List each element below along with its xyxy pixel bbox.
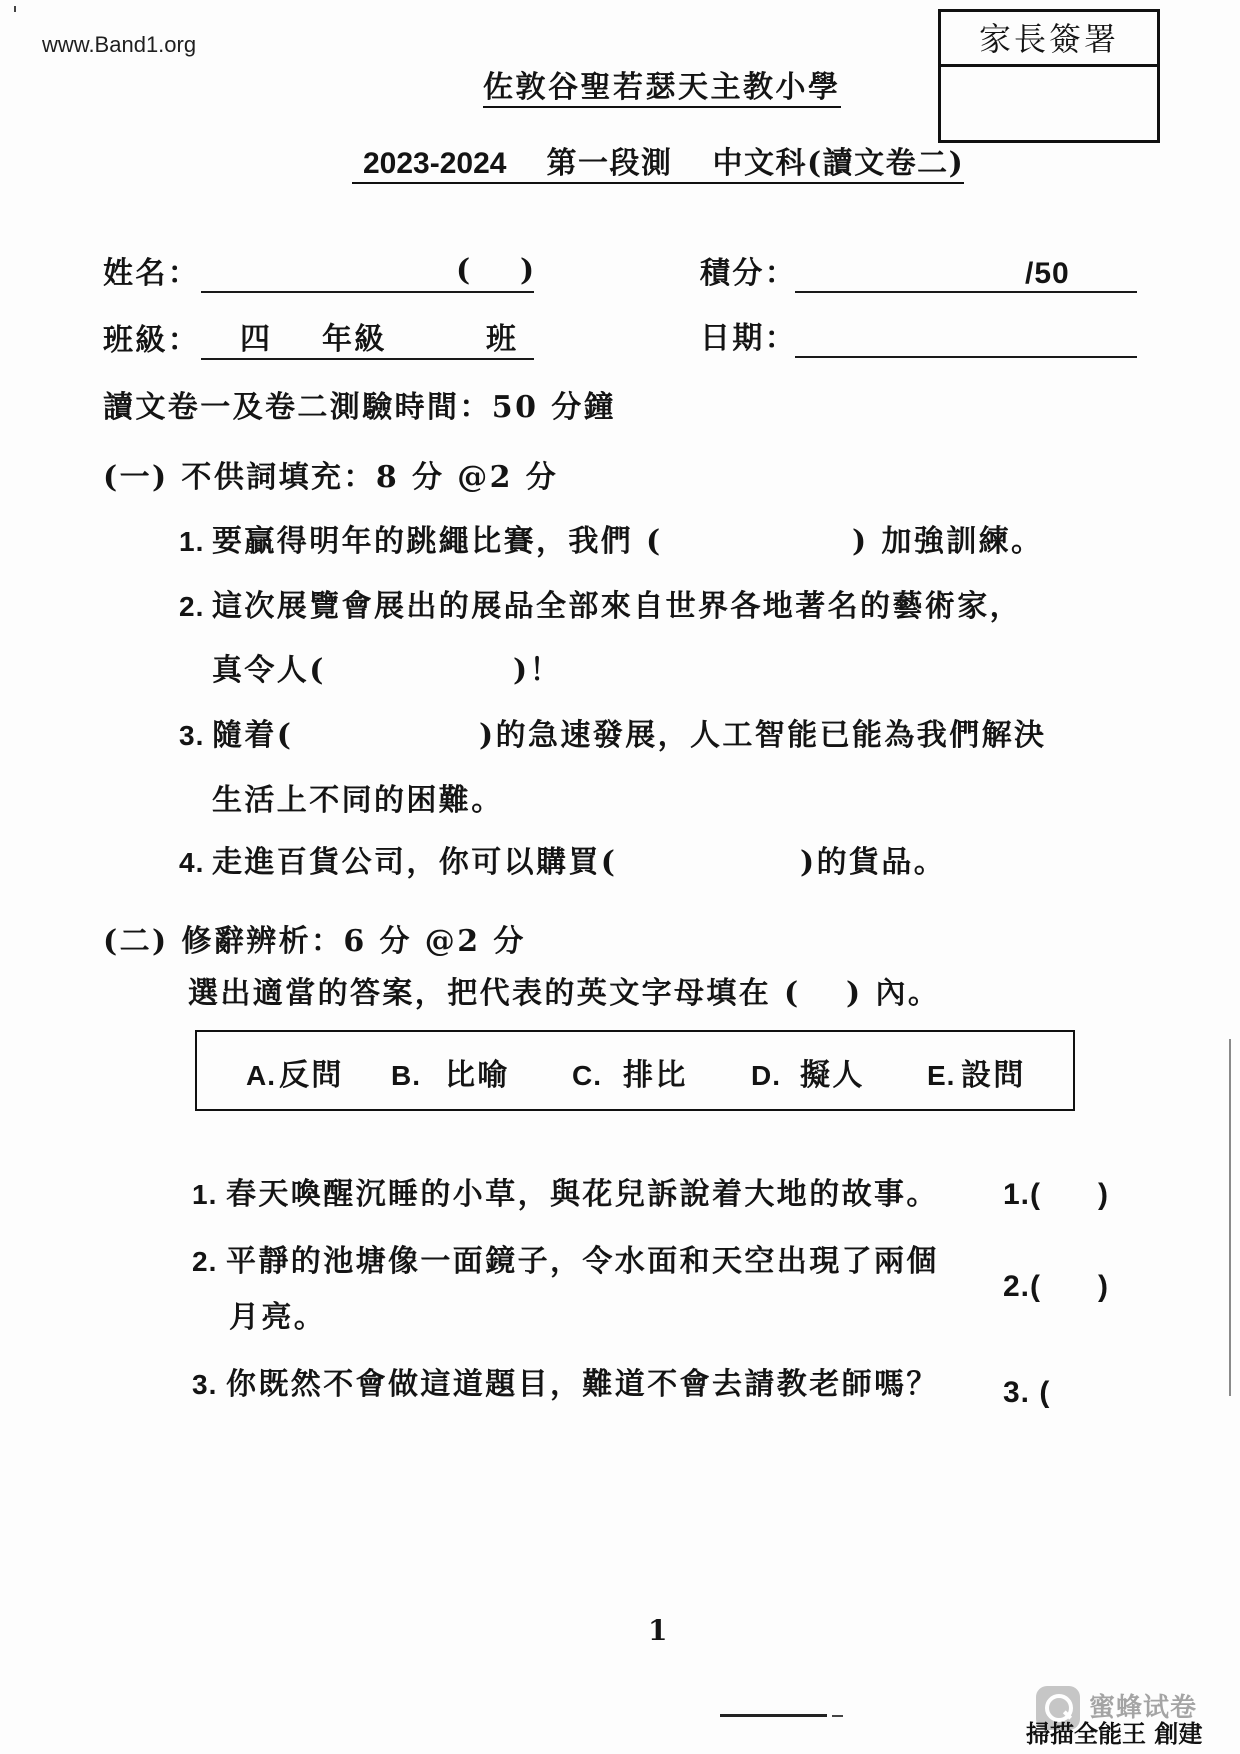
s1-q4-text-after: )的貨品。 bbox=[800, 845, 947, 880]
class-suffix: 班 bbox=[486, 322, 519, 357]
brand-watermark: 蜜蜂试卷 bbox=[1089, 1693, 1198, 1723]
s1-q4-number: 4. bbox=[179, 847, 205, 878]
s1-q2-line1: 這次展覽會展出的展品全部來自世界各地著名的藝術家， bbox=[212, 589, 1022, 624]
school-name: 佐敦谷聖若瑟天主教小學 bbox=[483, 70, 841, 108]
s2-q2-line1: 平靜的池塘像一面鏡子，令水面和天空出現了兩個 bbox=[226, 1244, 939, 1279]
date-label: 日期： bbox=[700, 321, 798, 356]
options-box bbox=[195, 1030, 1075, 1111]
s2-q1-answer-close: ) bbox=[1098, 1178, 1109, 1211]
option-b-label: 比喻 bbox=[445, 1058, 510, 1093]
student-number-paren-open: ( bbox=[456, 253, 473, 288]
s1-q2-text-before: 真令人( bbox=[212, 653, 326, 688]
option-d-letter: D. bbox=[751, 1060, 781, 1091]
scan-speck bbox=[14, 6, 16, 12]
score-total: /50 bbox=[1025, 257, 1070, 290]
s1-q1-text-after: ) 加強訓練。 bbox=[852, 524, 1044, 559]
parent-signature-label: 家長簽署 bbox=[941, 12, 1157, 67]
s1-q2-number: 2. bbox=[179, 591, 205, 622]
s1-q1-number: 1. bbox=[179, 526, 205, 557]
option-e-letter: E. bbox=[927, 1060, 956, 1091]
s2-q2-answer-close: ) bbox=[1098, 1270, 1109, 1303]
s2-q2-line2: 月亮。 bbox=[229, 1300, 327, 1335]
section2-instruction-after: ) 內。 bbox=[846, 976, 941, 1011]
s1-q3-text-before: 隨着( bbox=[212, 718, 294, 753]
s2-q3-answer-open: 3. ( bbox=[1003, 1376, 1051, 1409]
section2-heading: (二) 修辭辨析：6 分 @2 分 bbox=[103, 924, 526, 959]
s2-q2-answer-open: 2.( bbox=[1003, 1270, 1042, 1303]
class-grade-suffix: 年級 bbox=[322, 322, 387, 357]
exam-subject: 中文科(讀文卷二) bbox=[712, 146, 965, 181]
section2-instruction-before: 選出適當的答案，把代表的英文字母填在 ( bbox=[188, 976, 801, 1011]
name-line bbox=[201, 291, 534, 293]
footer-rule-tick bbox=[832, 1715, 843, 1717]
class-label: 班級： bbox=[103, 323, 201, 358]
class-line bbox=[201, 358, 534, 360]
s1-q4-text-before: 走進百貨公司，你可以購買( bbox=[212, 845, 618, 880]
exam-term: 第一段測 bbox=[546, 146, 673, 181]
exam-duration: 讀文卷一及卷二測驗時間：50 分鐘 bbox=[103, 390, 616, 425]
page-number: 1 bbox=[648, 1614, 668, 1647]
scanner-credit: 掃描全能王 創建 bbox=[1026, 1720, 1203, 1748]
score-line bbox=[795, 291, 1137, 293]
class-grade: 四 bbox=[240, 322, 273, 357]
footer-rule bbox=[720, 1714, 827, 1717]
exam-title bbox=[352, 146, 964, 184]
parent-signature-space bbox=[941, 67, 1157, 137]
section1-heading: (一) 不供詞填充：8 分 @2 分 bbox=[103, 460, 559, 495]
exam-year: 2023-2024 bbox=[363, 147, 507, 180]
date-line bbox=[795, 356, 1137, 358]
option-b-letter: B. bbox=[391, 1060, 421, 1091]
s2-q1-number: 1. bbox=[192, 1179, 218, 1210]
s1-q3-line2: 生活上不同的困難。 bbox=[212, 783, 504, 818]
s1-q2-text-after: )！ bbox=[513, 653, 562, 688]
site-watermark: www.Band1.org bbox=[42, 32, 197, 57]
name-label: 姓名： bbox=[103, 256, 201, 291]
option-c-label: 排比 bbox=[623, 1058, 688, 1093]
s2-q1-answer-open: 1.( bbox=[1003, 1178, 1042, 1211]
s1-q3-text-after: )的急速發展，人工智能已能為我們解決 bbox=[479, 718, 1047, 753]
s1-q1-text-before: 要贏得明年的跳繩比賽，我們 ( bbox=[212, 524, 663, 559]
s2-q2-number: 2. bbox=[192, 1246, 218, 1277]
s2-q3-line1: 你既然不會做這道題目，難道不會去請教老師嗎？ bbox=[226, 1367, 939, 1402]
option-a-label: 反問 bbox=[279, 1058, 344, 1093]
option-c-letter: C. bbox=[572, 1060, 602, 1091]
scan-edge-artifact bbox=[1229, 1039, 1231, 1396]
s1-q3-number: 3. bbox=[179, 720, 205, 751]
option-d-label: 擬人 bbox=[800, 1058, 865, 1093]
score-label: 積分： bbox=[700, 256, 798, 291]
option-e-label: 設問 bbox=[961, 1058, 1026, 1093]
s2-q1-line1: 春天喚醒沉睡的小草，與花兒訴說着大地的故事。 bbox=[226, 1177, 939, 1212]
parent-signature-box bbox=[938, 9, 1160, 143]
student-number-paren-close: ) bbox=[520, 253, 537, 288]
option-a-letter: A. bbox=[246, 1060, 276, 1091]
s2-q3-number: 3. bbox=[192, 1369, 218, 1400]
